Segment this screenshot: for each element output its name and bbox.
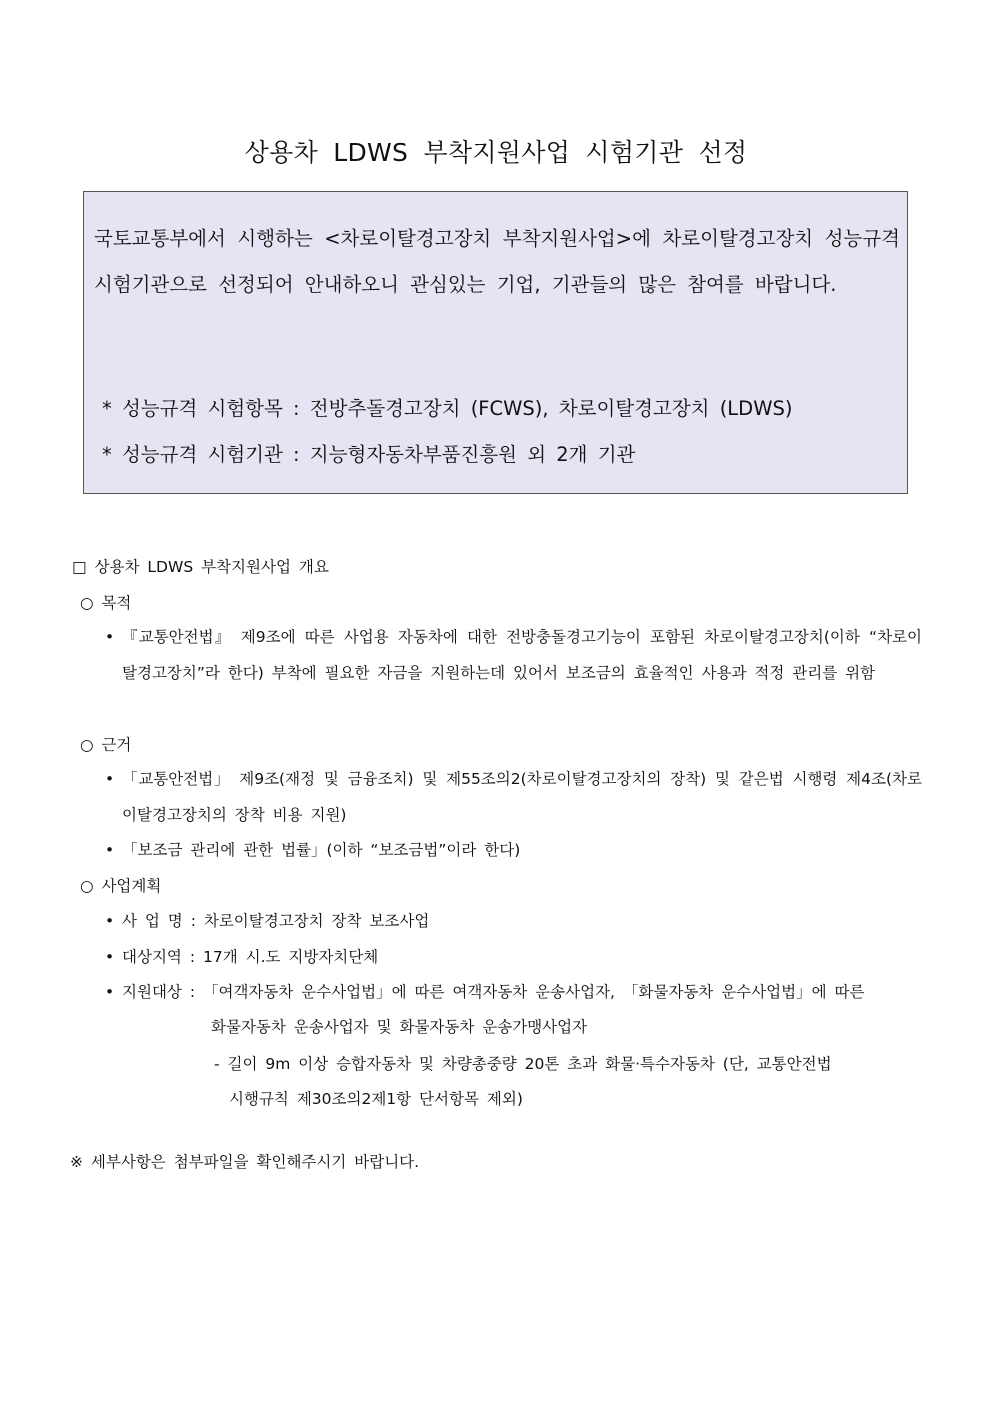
plan-target-line-1: 지원대상 : 「여객자동차 운수사업법」에 따른 여객자동차 운송사업자, 「화물자동차 운수사업법」에 따른 (122, 983, 865, 1001)
purpose-text: 『교통안전법』 제9조에 따른 사업용 자동차에 대한 전방충돌경고기능이 포함된 차로이탈경고장치(이하 “차로이탈경고장치”라 한다) 부착에 필요한 자금을 지원하는데 있어서 보조금의 효율적인 사용과 적정 관리를 위함 (122, 628, 922, 682)
overview-heading: □ 상용차 LDWS 부착지원사업 개요 (72, 558, 329, 576)
plan-region: 대상지역 : 17개 시.도 지방자치단체 (122, 948, 379, 966)
basis-item-2: 「보조금 관리에 관한 법률」(이하 “보조금법”이라 한다) (122, 841, 521, 859)
plan-target-line-2: 화물자동차 운송사업자 및 화물자동차 운송가맹사업자 (211, 1018, 588, 1036)
notice-item-test-agency: * 성능규격 시험기관 : 지능형자동차부품진흥원 외 2개 기관 (102, 443, 636, 466)
plan-sub-line-2: 시행규칙 제30조의2제1항 단서항목 제외) (229, 1090, 523, 1108)
footer-note: ※ 세부사항은 첨부파일을 확인해주시기 바랍니다. (70, 1153, 420, 1171)
notice-box (83, 191, 908, 494)
plan-sub-line-1: - 길이 9m 이상 승합자동차 및 차량총중량 20톤 초과 화물·특수자동차 (단, 교통안전법 (214, 1055, 832, 1073)
page-title: 상용차 LDWS 부착지원사업 시험기관 선정 (244, 138, 748, 167)
notice-item-test-items: * 성능규격 시험항목 : 전방추돌경고장치 (FCWS), 차로이탈경고장치 (LDWS) (102, 397, 793, 420)
basis-bullet-1: • (105, 770, 115, 788)
purpose-bullet: • (105, 628, 115, 646)
plan-bullet-region: • (105, 948, 115, 966)
basis-bullet-2: • (105, 841, 115, 859)
basis-item-1: 「교통안전법」 제9조(재정 및 금융조치) 및 제55조의2(차로이탈경고장치의 장착) 및 같은법 시행령 제4조(차로이탈경고장치의 장착 비용 지원) (122, 770, 922, 824)
purpose-heading: ○ 목적 (80, 594, 132, 612)
plan-heading: ○ 사업계획 (80, 877, 162, 895)
notice-text: 국토교통부에서 시행하는 <차로이탈경고장치 부착지원사업>에 차로이탈경고장치 성능규격 시험기관으로 선정되어 안내하오니 관심있는 기업, 기관들의 많은 참여를 바랍니다. (94, 227, 900, 296)
plan-bullet-name: • (105, 912, 115, 930)
plan-name: 사 업 명 : 차로이탈경고장치 장착 보조사업 (122, 912, 430, 930)
basis-heading: ○ 근거 (80, 736, 132, 754)
plan-bullet-target: • (105, 983, 115, 1001)
